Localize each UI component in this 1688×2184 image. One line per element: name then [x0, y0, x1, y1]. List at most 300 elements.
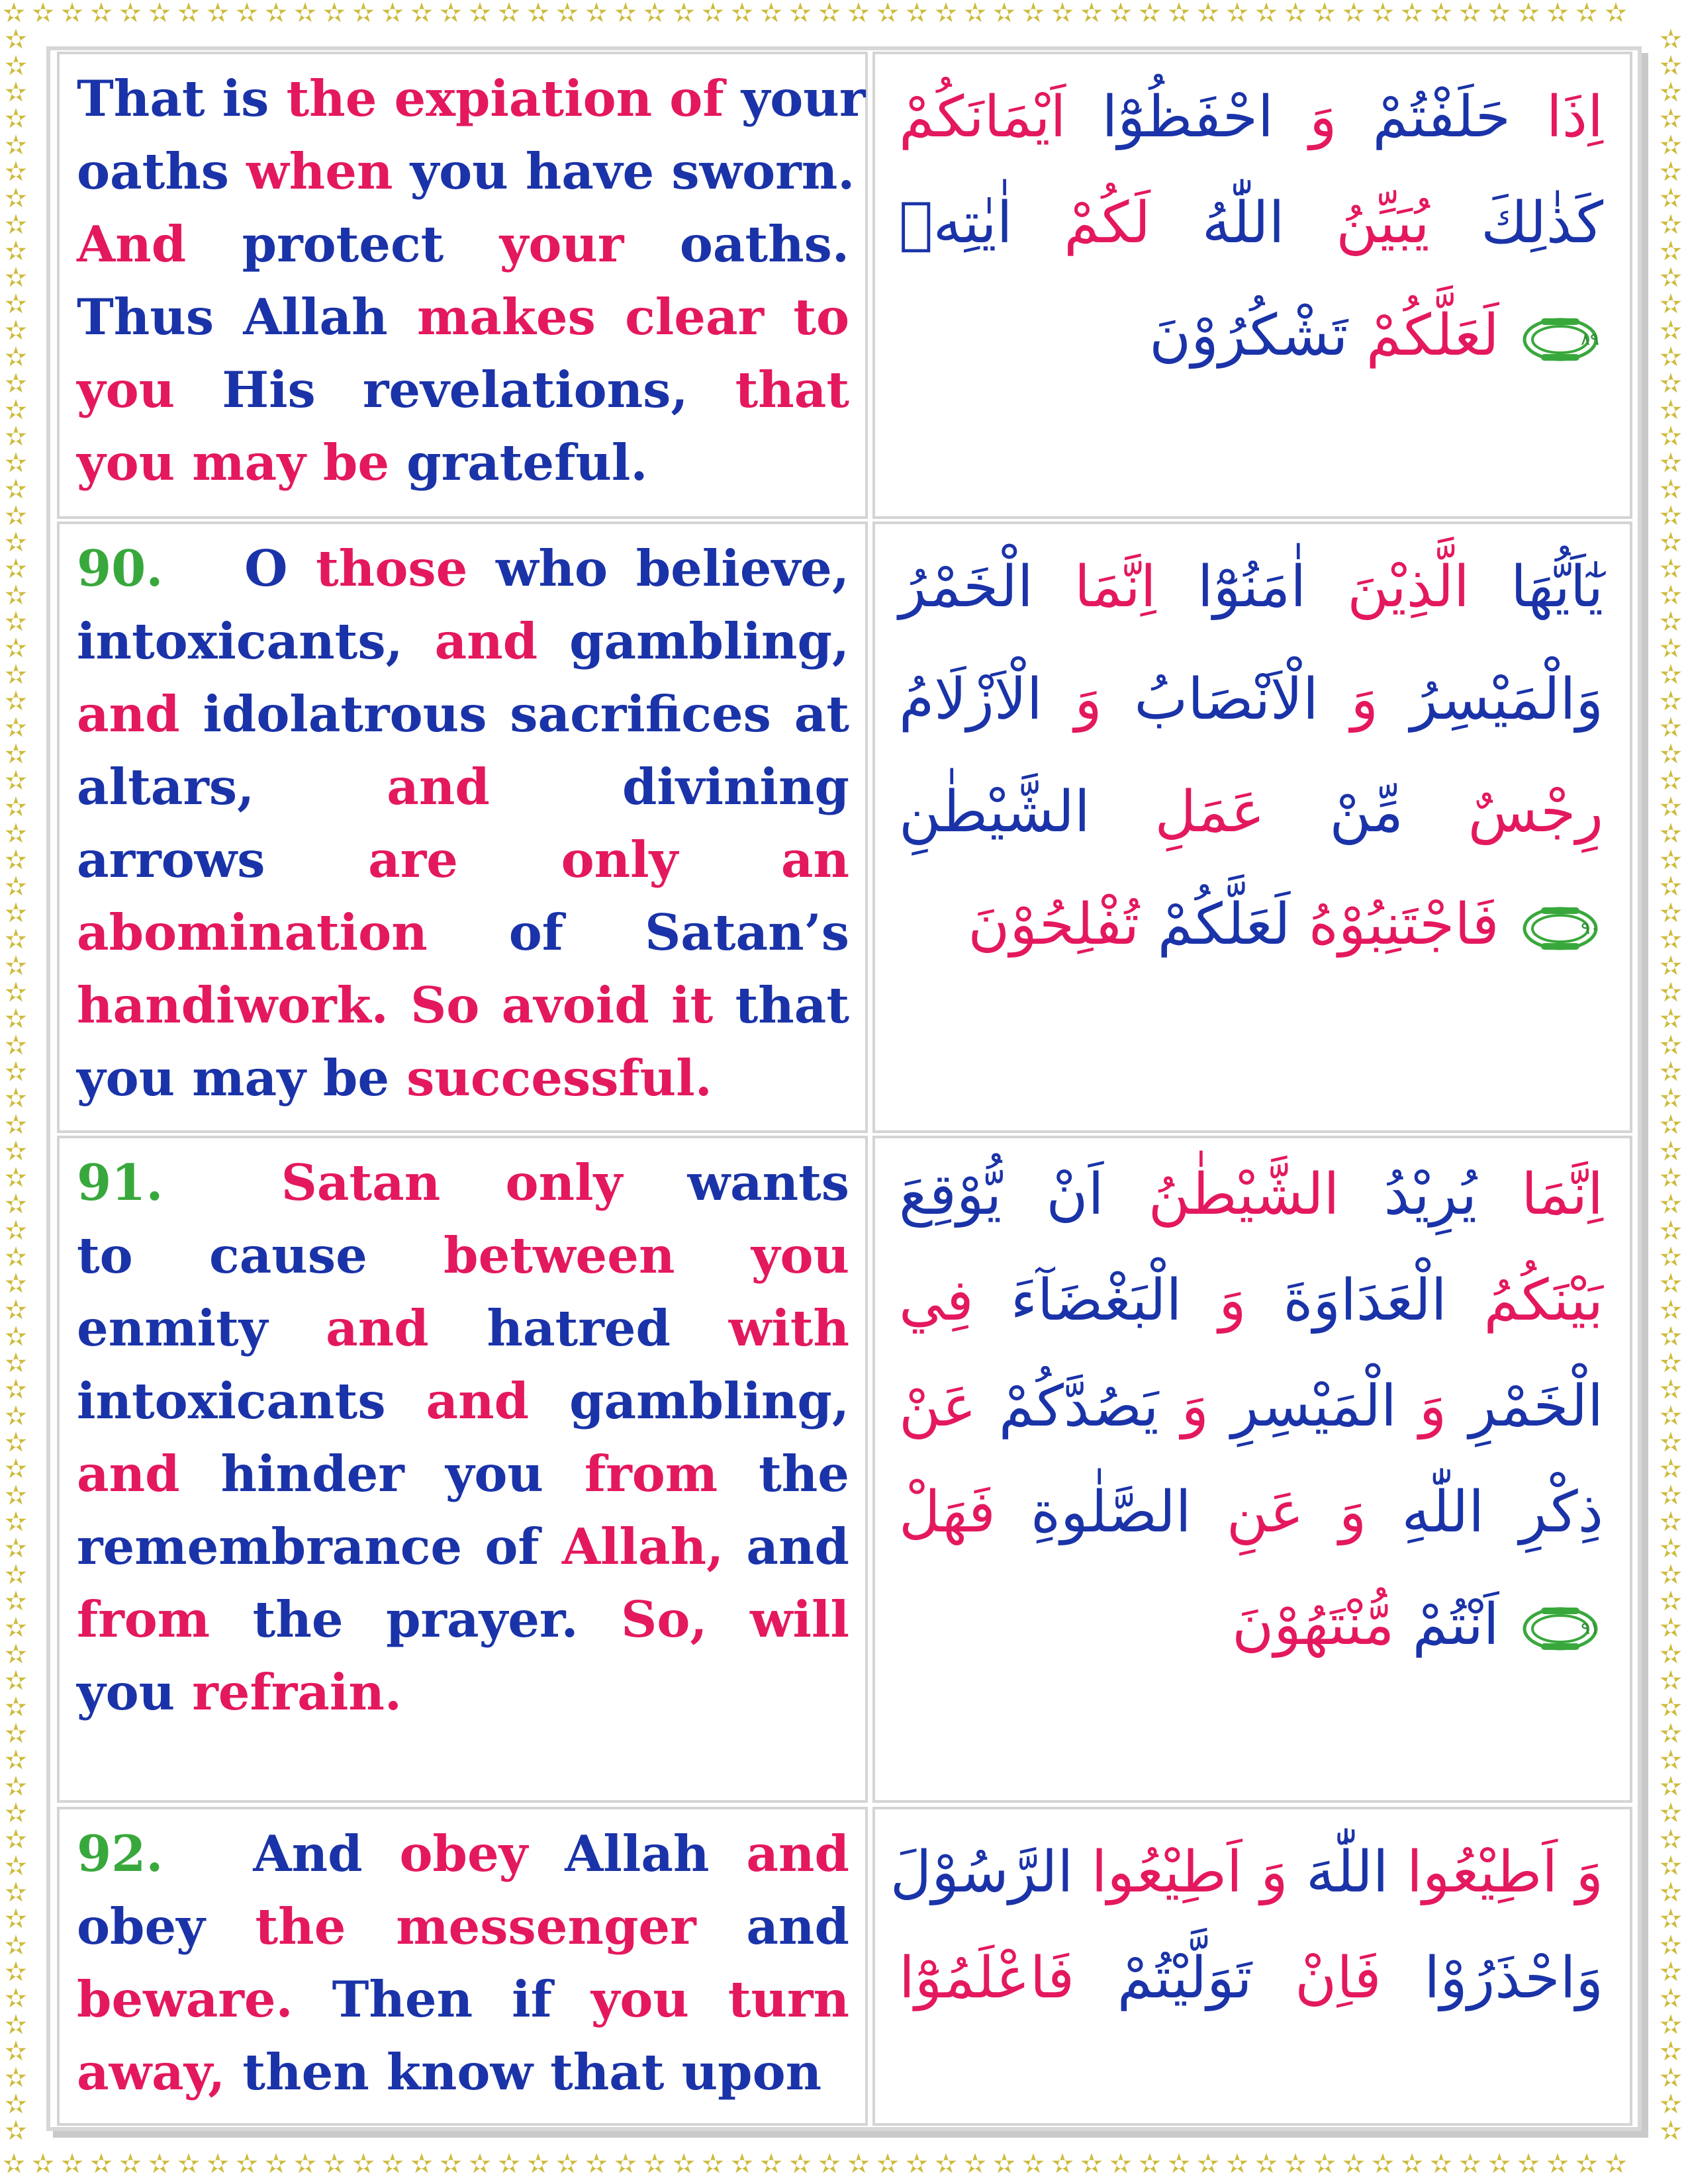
verse-number: 90.: [77, 539, 164, 598]
english-text: who believe,: [495, 539, 849, 598]
star-icon: ✫: [294, 0, 318, 28]
arabic-word: رِجْسٌ: [1468, 779, 1603, 845]
english-text: from: [584, 1445, 759, 1503]
english-text: successful.: [406, 1049, 712, 1107]
star-icon: ✫: [5, 1613, 27, 1643]
star-icon: ✫: [1051, 2151, 1075, 2179]
star-icon: ✫: [1660, 1851, 1682, 1882]
star-icon: ✫: [5, 1560, 27, 1590]
star-icon: ✫: [5, 1480, 27, 1511]
star-icon: ✫: [964, 2151, 988, 2179]
english-line: [77, 1583, 849, 1656]
english-line: [77, 1292, 849, 1365]
star-icon: ✫: [1660, 475, 1682, 505]
arabic-word: مِّنْ: [1329, 779, 1403, 845]
english-line: [77, 353, 849, 426]
star-icon: ✫: [5, 1904, 27, 1934]
arabic-word: حَلَفْتُمْ: [1372, 84, 1511, 150]
english-text: grateful.: [406, 433, 648, 492]
english-line: [77, 751, 849, 823]
arabic-word: وَ: [1074, 666, 1102, 733]
star-icon: ✫: [61, 2151, 85, 2179]
star-icon: ✫: [5, 2063, 27, 2093]
english-text: arrows: [77, 831, 369, 889]
arabic-word: يَصُدَّكُمْ: [998, 1373, 1159, 1439]
english-text: That is: [77, 69, 287, 128]
star-icon: ✫: [5, 1533, 27, 1564]
star-icon: ✫: [381, 2151, 405, 2179]
arabic-line: [899, 769, 1603, 855]
star-icon: ✫: [1660, 766, 1682, 796]
english-text: makes: [416, 288, 626, 346]
star-icon: ✫: [3, 2151, 26, 2179]
star-icon: ✫: [1168, 0, 1192, 28]
arabic-word: وَ: [1350, 666, 1378, 733]
star-icon: ✫: [5, 1745, 27, 1776]
star-icon: ✫: [1139, 0, 1162, 28]
star-icon: ✫: [702, 2151, 726, 2179]
arabic-word: وَ: [1219, 1267, 1246, 1334]
english-text: intoxicants: [77, 1372, 426, 1430]
star-border-right: [1656, 26, 1687, 2158]
english-line: [77, 208, 849, 281]
star-icon: ✫: [5, 316, 27, 346]
arabic-word: فَاعْلَمُوْٓا: [899, 1945, 1075, 2011]
star-icon: ✫: [207, 2151, 230, 2179]
arabic-word: وَ: [1181, 1373, 1209, 1439]
star-icon: ✫: [5, 607, 27, 637]
star-icon: ✫: [352, 0, 376, 28]
star-icon: ✫: [935, 0, 959, 28]
star-icon: ✫: [673, 0, 696, 28]
star-icon: ✫: [5, 898, 27, 929]
star-icon: ✫: [5, 51, 27, 81]
star-border-left: [1, 26, 32, 2158]
star-icon: ✫: [469, 0, 492, 28]
star-icon: ✫: [1284, 0, 1308, 28]
star-icon: ✫: [381, 0, 405, 28]
star-icon: ✫: [1660, 1030, 1682, 1061]
english-text: So, will: [621, 1590, 849, 1649]
english-line: [77, 678, 849, 751]
english-line: [77, 969, 849, 1042]
star-icon: ✫: [5, 1428, 27, 1458]
star-icon: ✫: [1660, 1507, 1682, 1537]
star-icon: ✫: [935, 2151, 959, 2179]
english-line: [77, 1042, 849, 1115]
translation-page: [46, 46, 1642, 2131]
arabic-word: لَعَلَّكُمْ: [1157, 891, 1291, 958]
star-icon: ✫: [1255, 2151, 1279, 2179]
english-text: O: [244, 539, 316, 598]
arabic-word: الْخَمْرُ: [899, 554, 1033, 620]
star-icon: ✫: [148, 0, 172, 28]
arabic-word: عَمَلِ: [1154, 779, 1265, 845]
ayah-number: ٨٩: [1581, 329, 1599, 349]
arabic-word: وَ: [1309, 84, 1337, 150]
star-icon: ✫: [847, 0, 871, 28]
star-icon: ✫: [1605, 2151, 1628, 2179]
english-line: [77, 1890, 849, 1963]
english-text: to: [77, 1226, 210, 1285]
arabic-word: الرَّسُوْلَ: [890, 1839, 1074, 1905]
star-icon: ✫: [1660, 1692, 1682, 1723]
star-icon: ✫: [90, 0, 114, 28]
star-icon: ✫: [5, 236, 27, 267]
star-icon: ✫: [556, 0, 580, 28]
star-icon: ✫: [643, 2151, 667, 2179]
star-icon: ✫: [5, 1798, 27, 1829]
english-line: [77, 896, 849, 969]
star-icon: ✫: [5, 686, 27, 717]
english-cell: [57, 52, 868, 519]
star-icon: ✫: [3, 0, 26, 28]
star-icon: ✫: [1022, 0, 1046, 28]
english-line: [77, 1510, 849, 1583]
star-icon: ✫: [1660, 1560, 1682, 1590]
star-icon: ✫: [1197, 2151, 1221, 2179]
star-icon: ✫: [1660, 1057, 1682, 1087]
english-line: [77, 281, 849, 353]
star-icon: ✫: [1660, 898, 1682, 929]
star-icon: ✫: [5, 263, 27, 293]
star-icon: ✫: [1660, 1798, 1682, 1829]
english-text: your: [741, 69, 866, 128]
star-icon: ✫: [1660, 157, 1682, 187]
arabic-word: وَ: [1575, 1839, 1603, 1905]
star-icon: ✫: [556, 2151, 580, 2179]
arabic-word: يُرِيْدُ: [1383, 1161, 1477, 1228]
star-icon: ✫: [32, 2151, 56, 2179]
star-icon: ✫: [1660, 633, 1682, 664]
english-text: you: [77, 1663, 193, 1721]
english-text: oaths.: [679, 215, 849, 273]
english-text: And: [253, 1825, 400, 1883]
star-icon: ✫: [1660, 1772, 1682, 1802]
star-icon: ✫: [236, 2151, 259, 2179]
star-icon: ✫: [1660, 686, 1682, 717]
star-icon: ✫: [1313, 2151, 1337, 2179]
star-icon: ✫: [527, 0, 551, 28]
star-icon: ✫: [1660, 1083, 1682, 1114]
star-icon: ✫: [5, 1586, 27, 1617]
star-icon: ✫: [1660, 607, 1682, 637]
star-icon: ✫: [5, 1692, 27, 1723]
star-icon: ✫: [1660, 872, 1682, 902]
english-text: beware.: [77, 1970, 332, 2028]
star-icon: ✫: [5, 1057, 27, 1087]
arabic-word: فِي: [899, 1267, 974, 1334]
ayah-number: ٩٠: [1581, 918, 1599, 938]
star-icon: ✫: [1660, 1533, 1682, 1564]
english-line: [77, 2036, 849, 2109]
star-icon: ✫: [5, 1163, 27, 1193]
star-icon: ✫: [294, 2151, 318, 2179]
star-icon: ✫: [1255, 0, 1279, 28]
star-icon: ✫: [993, 2151, 1017, 2179]
star-icon: ✫: [410, 0, 434, 28]
star-icon: ✫: [1660, 1957, 1682, 1987]
arabic-word: الْخَمْرِ: [1469, 1373, 1604, 1439]
english-text: clear to: [625, 288, 849, 346]
english-line: [77, 1963, 849, 2036]
star-icon: ✫: [5, 872, 27, 902]
english-text: only: [505, 1154, 688, 1212]
star-icon: ✫: [1660, 395, 1682, 426]
star-icon: ✫: [1459, 0, 1483, 28]
english-text: Then: [332, 1970, 512, 2028]
arabic-word: اَطِيْعُوا: [1091, 1839, 1243, 1905]
arabic-word: الشَّيْطٰنُ: [1148, 1161, 1340, 1228]
arabic-word: تَشْكُرُوْنَ: [1149, 302, 1348, 369]
arabic-cell: [872, 1807, 1632, 2126]
star-icon: ✫: [90, 2151, 114, 2179]
star-icon: ✫: [1197, 0, 1221, 28]
star-icon: ✫: [1660, 448, 1682, 478]
star-icon: ✫: [1022, 2151, 1046, 2179]
english-text: handiwork. So avoid it: [77, 976, 735, 1034]
star-icon: ✫: [1660, 104, 1682, 134]
star-icon: ✫: [1109, 0, 1133, 28]
english-text: those: [316, 539, 496, 598]
verse-row: [57, 1136, 1632, 1803]
star-icon: ✫: [1660, 77, 1682, 108]
arabic-word: الَّذِيْنَ: [1347, 554, 1470, 620]
star-icon: ✫: [1660, 2036, 1682, 2067]
star-icon: ✫: [1660, 1189, 1682, 1220]
star-icon: ✫: [1660, 2116, 1682, 2146]
star-icon: ✫: [1660, 1825, 1682, 1855]
star-icon: ✫: [1372, 2151, 1395, 2179]
star-icon: ✫: [993, 0, 1017, 28]
verse-row: [57, 1807, 1632, 2126]
star-icon: ✫: [5, 210, 27, 240]
star-icon: ✫: [1660, 1878, 1682, 1908]
arabic-word: الْمَيْسِرِ: [1231, 1373, 1397, 1439]
star-icon: ✫: [265, 0, 289, 28]
star-icon: ✫: [5, 925, 27, 955]
star-icon: ✫: [1660, 1216, 1682, 1246]
arabic-line: [899, 1935, 1603, 2021]
star-icon: ✫: [410, 2151, 434, 2179]
star-icon: ✫: [1660, 263, 1682, 293]
star-icon: ✫: [1342, 2151, 1366, 2179]
star-icon: ✫: [5, 183, 27, 214]
star-icon: ✫: [5, 1269, 27, 1299]
star-icon: ✫: [1660, 1454, 1682, 1484]
arabic-word: تُفْلِحُوْنَ: [968, 891, 1140, 958]
english-text: and: [746, 1897, 849, 1956]
star-icon: ✫: [1372, 0, 1395, 28]
star-icon: ✫: [1660, 369, 1682, 399]
star-icon: ✫: [323, 2151, 347, 2179]
arabic-cell: [872, 522, 1632, 1133]
star-icon: ✫: [1605, 0, 1628, 28]
arabic-word: وَالْمَيْسِرُ: [1410, 666, 1603, 733]
arabic-word: ذِكْرِ: [1519, 1479, 1604, 1545]
ayah-end-marker-icon: [1521, 1605, 1599, 1653]
star-icon: ✫: [585, 2151, 609, 2179]
arabic-line: [899, 1257, 1603, 1343]
star-icon: ✫: [323, 0, 347, 28]
star-icon: ✫: [906, 0, 929, 28]
star-icon: ✫: [119, 2151, 143, 2179]
english-text: you: [590, 1970, 728, 2028]
star-icon: ✫: [1660, 1613, 1682, 1643]
star-icon: ✫: [5, 1772, 27, 1802]
star-icon: ✫: [1660, 342, 1682, 373]
star-icon: ✫: [1660, 819, 1682, 849]
star-icon: ✫: [1488, 0, 1512, 28]
star-icon: ✫: [1660, 210, 1682, 240]
verse-number: 91.: [77, 1154, 164, 1212]
english-text: enmity: [77, 1299, 326, 1357]
star-icon: ✫: [1660, 1004, 1682, 1034]
star-icon: ✫: [5, 77, 27, 108]
star-icon: ✫: [1660, 2063, 1682, 2093]
english-text: you: [751, 1226, 849, 1285]
star-icon: ✫: [527, 2151, 551, 2179]
star-icon: ✫: [1660, 1163, 1682, 1193]
star-icon: ✫: [5, 1110, 27, 1140]
arabic-word: الْاَزْلَامُ: [899, 666, 1043, 733]
english-text: away,: [77, 2043, 243, 2101]
star-icon: ✫: [5, 978, 27, 1008]
star-icon: ✫: [1517, 0, 1541, 28]
star-icon: ✫: [1660, 739, 1682, 770]
star-icon: ✫: [1546, 0, 1570, 28]
star-icon: ✫: [1660, 978, 1682, 1008]
arabic-line: [899, 180, 1603, 266]
star-icon: ✫: [1401, 2151, 1425, 2179]
english-text: the expiation of: [286, 69, 741, 128]
ayah-end-marker-icon: [1521, 316, 1599, 363]
star-icon: ✫: [876, 0, 900, 28]
english-text: oaths: [77, 142, 247, 201]
english-text: the prayer.: [252, 1590, 622, 1649]
star-icon: ✫: [1660, 1931, 1682, 1961]
english-text: you have sworn.: [410, 142, 855, 201]
star-icon: ✫: [614, 0, 638, 28]
star-icon: ✫: [876, 2151, 900, 2179]
english-line: [77, 1656, 849, 1729]
star-icon: ✫: [1660, 660, 1682, 690]
arabic-word: الْعَدَاوَةَ: [1283, 1267, 1447, 1334]
star-icon: ✫: [760, 2151, 784, 2179]
arabic-word: عَنْ: [899, 1373, 976, 1439]
star-icon: ✫: [5, 475, 27, 505]
star-icon: ✫: [352, 2151, 376, 2179]
star-icon: ✫: [1139, 2151, 1162, 2179]
arabic-line: [890, 1829, 1603, 1915]
star-icon: ✫: [1660, 130, 1682, 161]
star-icon: ✫: [32, 0, 56, 28]
arabic-word: وَ: [1260, 1839, 1288, 1905]
star-icon: ✫: [5, 1401, 27, 1432]
english-text: abomination: [77, 903, 509, 962]
arabic-line: [899, 1363, 1603, 1449]
star-icon: ✫: [1575, 2151, 1599, 2179]
arabic-line: [1149, 293, 1603, 379]
star-icon: ✫: [5, 819, 27, 849]
english-text: wants: [687, 1154, 849, 1212]
english-text: and: [426, 1372, 570, 1430]
english-text: only: [561, 831, 781, 889]
english-text: altars,: [77, 758, 387, 816]
star-icon: ✫: [5, 501, 27, 531]
english-text: you may be: [77, 433, 407, 492]
star-icon: ✫: [789, 2151, 813, 2179]
arabic-word: اَطِيْعُوا: [1407, 1839, 1558, 1905]
english-line: [77, 1146, 849, 1219]
star-icon: ✫: [906, 2151, 929, 2179]
star-icon: ✫: [5, 1004, 27, 1034]
star-icon: ✫: [1488, 2151, 1512, 2179]
star-icon: ✫: [1660, 422, 1682, 452]
star-icon: ✫: [5, 1957, 27, 1987]
arabic-word: مُّنْتَهُوْنَ: [1232, 1592, 1395, 1658]
english-text: are: [368, 831, 561, 889]
english-text: gambling,: [569, 612, 849, 670]
star-icon: ✫: [1575, 0, 1599, 28]
star-icon: ✫: [1660, 289, 1682, 320]
star-icon: ✫: [1430, 2151, 1454, 2179]
star-icon: ✫: [585, 0, 609, 28]
star-icon: ✫: [731, 2151, 755, 2179]
star-icon: ✫: [1660, 501, 1682, 531]
star-icon: ✫: [818, 2151, 842, 2179]
star-icon: ✫: [1459, 2151, 1483, 2179]
arabic-word: احْفَظُوْٓا: [1102, 84, 1274, 150]
english-text: with: [728, 1299, 849, 1357]
arabic-cell: [872, 52, 1632, 519]
english-line: [77, 1437, 849, 1510]
english-text: intoxicants,: [77, 612, 435, 670]
star-icon: ✫: [5, 1216, 27, 1246]
star-icon: ✫: [1660, 1904, 1682, 1934]
english-text: from: [77, 1590, 253, 1649]
star-icon: ✫: [5, 1242, 27, 1273]
star-icon: ✫: [1342, 0, 1366, 28]
star-icon: ✫: [5, 1639, 27, 1670]
star-icon: ✫: [1660, 1401, 1682, 1432]
arabic-word: اللّٰهِ: [1401, 1479, 1485, 1545]
star-icon: ✫: [148, 2151, 172, 2179]
arabic-line: [899, 74, 1603, 160]
star-icon: ✫: [1660, 792, 1682, 823]
english-text: hatred: [487, 1299, 729, 1357]
verse-number: 92.: [77, 1825, 164, 1883]
star-icon: ✫: [5, 766, 27, 796]
star-icon: ✫: [1660, 1719, 1682, 1749]
star-icon: ✫: [818, 0, 842, 28]
star-icon: ✫: [469, 2151, 492, 2179]
star-icon: ✫: [5, 580, 27, 611]
english-text: if: [512, 1970, 591, 2028]
arabic-word: اِنَّمَا: [1521, 1161, 1604, 1228]
star-icon: ✫: [1546, 2151, 1570, 2179]
star-icon: ✫: [1660, 1666, 1682, 1696]
star-icon: ✫: [5, 395, 27, 426]
star-icon: ✫: [1284, 2151, 1308, 2179]
star-icon: ✫: [5, 1931, 27, 1961]
star-icon: ✫: [236, 0, 259, 28]
star-icon: ✫: [1660, 1269, 1682, 1299]
star-icon: ✫: [5, 1189, 27, 1220]
arabic-word: اِنَّمَا: [1074, 554, 1156, 620]
arabic-word: كَذٰلِكَ: [1481, 190, 1604, 256]
english-text: obey: [77, 1897, 256, 1956]
